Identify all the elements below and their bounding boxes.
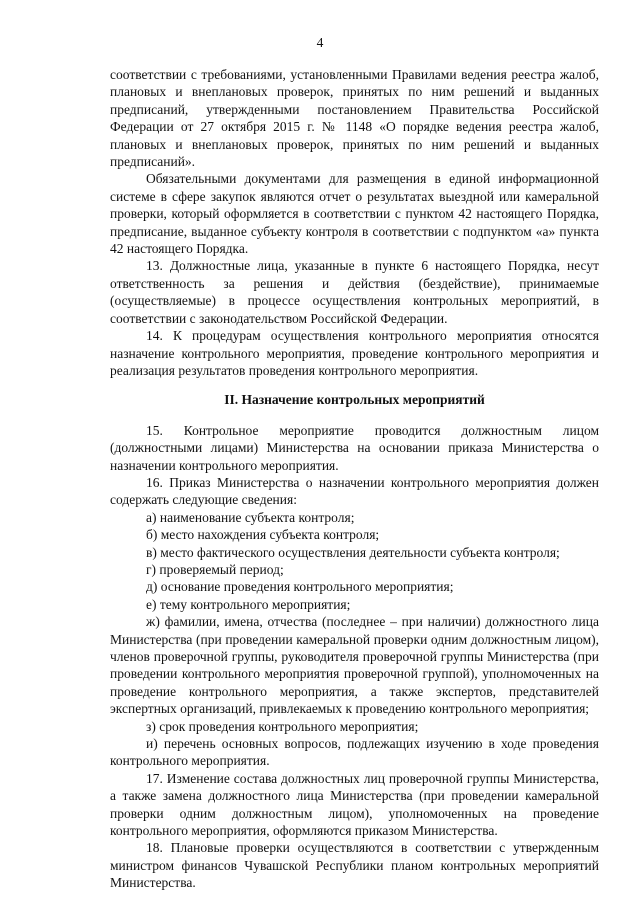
list-item-zh: ж) фамилии, имена, отчества (последнее – при наличии) должностного лица Министерства (при проведении камеральной проверки одним должностным лицом), членов проверочной группы, руководителя проверочной группы Министерства (при проведении контрольного мероприятия проверочной группой), уполномоченных на проведение контрольного мероприятия, а также экспертов, представителей экспертных организаций, привлекаемых к проведению контрольного мероприятия; bbox=[110, 614, 599, 717]
paragraph-17: 17. Изменение состава должностных лиц проверочной группы Министерства, а также замена должностного лица Министерства (при проведении камеральной проверки одним должностным лицом), уполномоченных на проведение контрольного мероприятия, оформляются приказом Министерства. bbox=[110, 770, 599, 839]
list-item-a: а) наименование субъекта контроля; bbox=[146, 509, 355, 525]
list-item-g: г) проверяемый период; bbox=[146, 561, 284, 577]
paragraph-18: 18. Плановые проверки осуществляются в соответствии с утвержденным министром финансов Чувашской Республики планом контрольных мероприятий Министерства. bbox=[110, 840, 599, 891]
list-item-e: е) тему контрольного мероприятия; bbox=[146, 596, 351, 612]
paragraph-16: 16. Приказ Министерства о назначении контрольного мероприятия должен содержать следующие сведения: bbox=[110, 474, 599, 508]
list-item-d: д) основание проведения контрольного мероприятия; bbox=[146, 579, 454, 595]
paragraph-mandatory-documents: Обязательными документами для размещения в единой информационной системе в сфере закупок являются отчет о результатах выездной или камеральной проверки, который оформляется в соответствии с пунктом 42 настоящего Порядка, предписание, выданное субъекту контроля в соответствии с подпунктом «а» пункта 42 настоящего Порядка. bbox=[110, 171, 599, 257]
paragraph-continuation: соответствии с требованиями, установленными Правилами ведения реестра жалоб, плановых и внеплановых проверок, принятых по ним решений и выданных предписаний, утвержденными постановлением Правительства Российской Федерации от 27 октября 2015 г. № 1148 «О порядке ведения реестра жалоб, плановых и внеплановых проверок, принятых по ним решений и выданных предписаний». bbox=[110, 67, 599, 170]
paragraph-13: 13. Должностные лица, указанные в пункте 6 настоящего Порядка, несут ответственность за решения и действия (бездействие), принимаемые (осуществляемые) в процессе осуществления контрольных мероприятий, в соответствии с законодательством Российской Федерации. bbox=[110, 258, 599, 326]
section-heading: II. Назначение контрольных мероприятий bbox=[224, 392, 485, 408]
list-item-z: з) срок проведения контрольного мероприятия; bbox=[146, 718, 419, 734]
list-item-b: б) место нахождения субъекта контроля; bbox=[146, 527, 380, 543]
list-item-i: и) перечень основных вопросов, подлежащих изучению в ходе проведения контрольного мероприятия. bbox=[110, 736, 599, 769]
list-item-v: в) место фактического осуществления деятельности субъекта контроля; bbox=[146, 544, 560, 560]
paragraph-15: 15. Контрольное мероприятие проводится должностным лицом (должностными лицами) Министерства на основании приказа Министерства о назначении контрольного мероприятия. bbox=[110, 422, 599, 473]
document-body bbox=[110, 66, 599, 892]
page-number: 4 bbox=[316, 35, 324, 50]
paragraph-14: 14. К процедурам осуществления контрольного мероприятия относятся назначение контрольного мероприятия, проведение контрольного мероприятия и реализация результатов проведения контрольного мероприятия. bbox=[110, 328, 599, 378]
